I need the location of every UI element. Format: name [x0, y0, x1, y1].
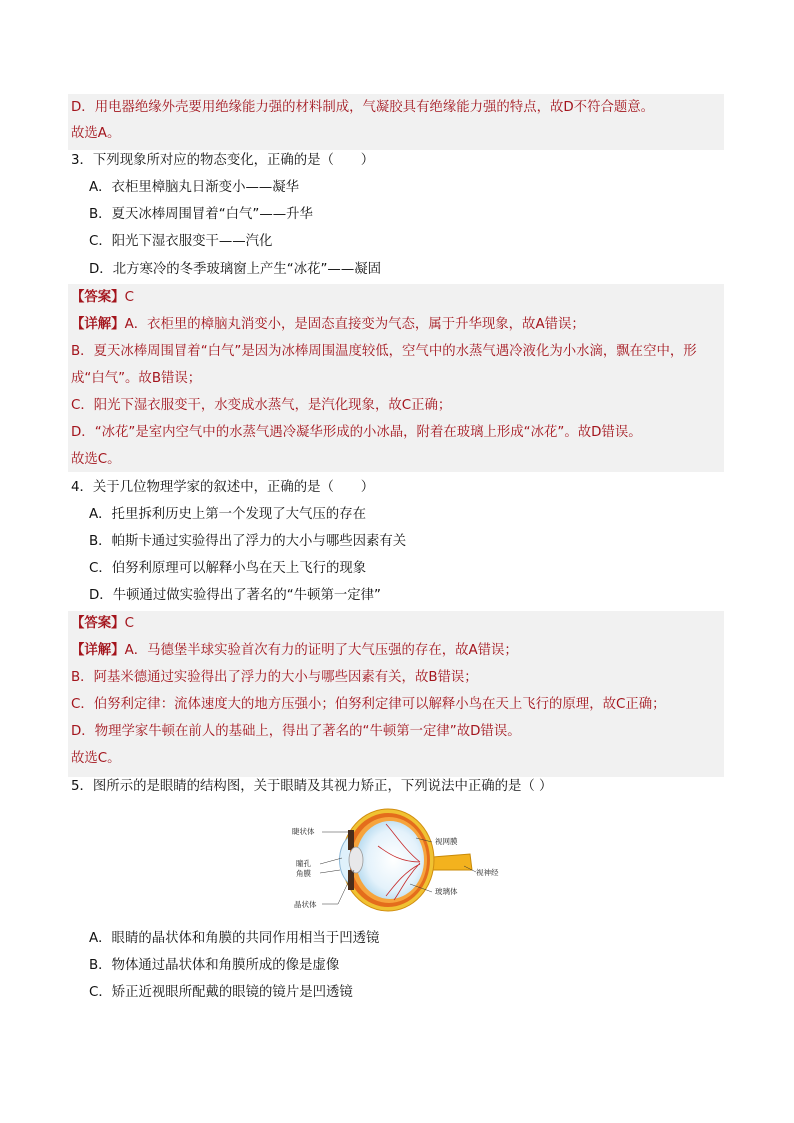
prev-conclusion: 故选A。 — [71, 126, 121, 141]
q3-stem: 3．下列现象所对应的物态变化，正确的是（ ） — [71, 153, 375, 168]
q4-detail-d: D．物理学家牛顿在前人的基础上，得出了著名的“牛顿第一定律”故D错误。 — [71, 724, 521, 739]
q4-answer-tag: 【答案】 — [71, 616, 125, 631]
vitreous-shape — [356, 821, 424, 899]
q3-option-c: C．阳光下湿衣服变干——汽化 — [89, 234, 273, 249]
q3-detail-tag: 【详解】 — [71, 317, 125, 332]
q4-option-d: D．牛顿通过做实验得出了著名的“牛顿第一定律” — [89, 588, 381, 603]
label-pupil: 瞳孔 — [296, 859, 311, 868]
q3-detail-d: D．“冰花”是室内空气中的水蒸气遇冷凝华形成的小冰晶，附着在玻璃上形成“冰花”。故D错误。 — [71, 425, 642, 440]
lens-shape — [349, 847, 363, 873]
iris-shape-lower — [348, 870, 354, 890]
q4-stem: 4．关于几位物理学家的叙述中，正确的是（ ） — [71, 480, 375, 495]
q4-detail-c: C．伯努利定律：流体速度大的地方压强小；伯努利定律可以解释小鸟在天上飞行的原理，故C正确； — [71, 697, 666, 712]
q3-option-a: A．衣柜里樟脑丸日渐变小——凝华 — [89, 180, 300, 195]
q4-option-b: B．帕斯卡通过实验得出了浮力的大小与哪些因素有关 — [89, 534, 407, 549]
eye-structure-diagram — [290, 800, 512, 918]
label-retina: 视网膜 — [435, 837, 458, 846]
label-lens: 晶状体 — [294, 900, 317, 909]
q3-detail-a: A．衣柜里的樟脑丸消变小，是固态直接变为气态，属于升华现象，故A错误； — [124, 317, 585, 332]
q4-answer-value: C — [124, 616, 134, 631]
q3-detail-b1: B．夏天冰棒周围冒着“白气”是因为冰棒周围温度较低，空气中的水蒸气遇冷液化为小水滴，飘在空中，形 — [71, 344, 697, 359]
q3-detail-c: C．阳光下湿衣服变干，水变成水蒸气，是汽化现象，故C正确； — [71, 398, 452, 413]
q3-conclusion: 故选C。 — [71, 452, 121, 467]
q4-conclusion: 故选C。 — [71, 751, 121, 766]
q3-answer — [71, 288, 134, 314]
q4-detail-first — [71, 641, 518, 667]
q3-detail-b2: 成“白气”。故B错误； — [71, 371, 202, 386]
q4-detail-tag: 【详解】 — [71, 643, 125, 658]
iris-shape — [348, 830, 354, 850]
q4-option-c: C．伯努利原理可以解释小鸟在天上飞行的现象 — [89, 561, 367, 576]
q5-option-c: C．矫正近视眼所配戴的眼镜的镜片是凹透镜 — [89, 985, 353, 1000]
q3-answer-value: C — [124, 290, 134, 305]
q4-option-a: A．托里拆利历史上第一个发现了大气压的存在 — [89, 507, 366, 522]
q3-answer-tag: 【答案】 — [71, 290, 125, 305]
label-ciliary: 睫状体 — [292, 827, 315, 836]
solution-highlight-3 — [68, 611, 724, 777]
q4-answer — [71, 614, 134, 640]
label-optic-nerve: 视神经 — [476, 868, 499, 877]
q5-option-b: B．物体通过晶状体和角膜所成的像是虚像 — [89, 958, 340, 973]
label-vitreous: 玻璃体 — [435, 887, 458, 896]
label-cornea: 角膜 — [296, 869, 311, 878]
q3-detail-first — [71, 315, 585, 341]
q3-option-b: B．夏天冰棒周围冒着“白气”——升华 — [89, 207, 313, 222]
q5-option-a: A．眼睛的晶状体和角膜的共同作用相当于凹透镜 — [89, 931, 380, 946]
prev-detail-line-d: D．用电器绝缘外壳要用绝缘能力强的材料制成，气凝胶具有绝缘能力强的特点，故D不符合题意。 — [71, 100, 655, 115]
q4-detail-a: A．马德堡半球实验首次有力的证明了大气压强的存在，故A错误； — [124, 643, 518, 658]
q5-stem: 5．图所示的是眼睛的结构图，关于眼睛及其视力矫正，下列说法中正确的是（ ） — [71, 779, 553, 794]
q3-option-d: D．北方寒冷的冬季玻璃窗上产生“冰花”——凝固 — [89, 262, 381, 277]
q4-detail-b: B．阿基米德通过实验得出了浮力的大小与哪些因素有关，故B错误； — [71, 670, 478, 685]
